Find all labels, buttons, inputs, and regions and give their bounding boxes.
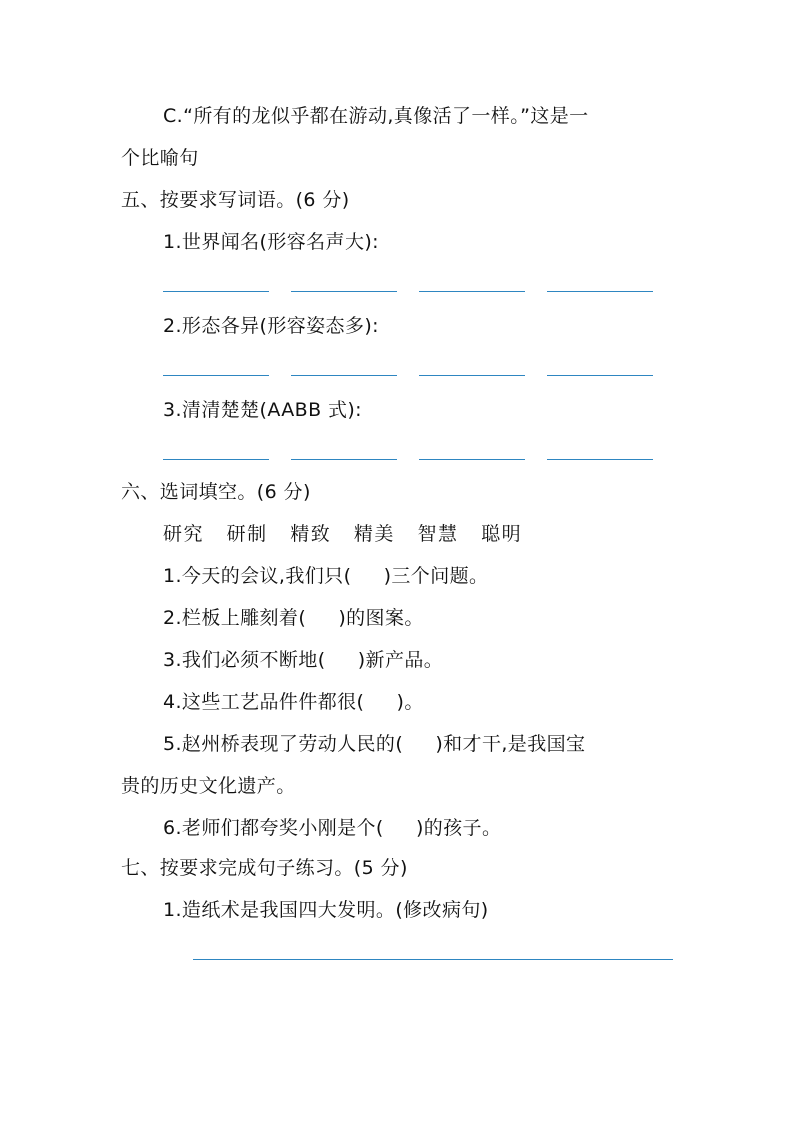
answer-line[interactable] — [193, 959, 673, 960]
section-6-item-5: 5.赵州桥表现了劳动人民的( )和才干,是我国宝 — [163, 733, 586, 755]
section-6-heading: 六、选词填空。(6 分) — [121, 481, 311, 503]
answer-blank[interactable] — [419, 375, 525, 376]
answer-blank[interactable] — [291, 291, 397, 292]
word-bank: 研究 研制 精致 精美 智慧 聪明 — [163, 523, 523, 545]
answer-blank[interactable] — [291, 459, 397, 460]
answer-blank[interactable] — [163, 459, 269, 460]
section-7-item-1: 1.造纸术是我国四大发明。(修改病句) — [163, 899, 489, 921]
answer-blank[interactable] — [547, 459, 653, 460]
answer-blank[interactable] — [291, 375, 397, 376]
option-c-line-2: 个比喻句 — [121, 147, 199, 169]
answer-blank[interactable] — [163, 291, 269, 292]
section-6-item-3: 3.我们必须不断地( )新产品。 — [163, 649, 444, 671]
answer-blank[interactable] — [547, 291, 653, 292]
section-5-item-3: 3.清清楚楚(AABB 式): — [163, 399, 362, 421]
section-6-item-1: 1.今天的会议,我们只( )三个问题。 — [163, 565, 489, 587]
section-6-item-5-cont: 贵的历史文化遗产。 — [121, 775, 296, 797]
section-5-item-1: 1.世界闻名(形容名声大): — [163, 231, 379, 253]
answer-blank[interactable] — [419, 291, 525, 292]
answer-blank[interactable] — [419, 459, 525, 460]
section-6-item-2: 2.栏板上雕刻着( )的图案。 — [163, 607, 424, 629]
option-c-line-1: C.“所有的龙似乎都在游动,真像活了一样。”这是一 — [163, 105, 589, 127]
section-6-item-6: 6.老师们都夸奖小刚是个( )的孩子。 — [163, 817, 502, 839]
section-7-heading: 七、按要求完成句子练习。(5 分) — [121, 857, 408, 879]
section-6-item-4: 4.这些工艺品件件都很( )。 — [163, 691, 424, 713]
section-5-item-2: 2.形态各异(形容姿态多): — [163, 315, 379, 337]
answer-blank[interactable] — [547, 375, 653, 376]
answer-blank[interactable] — [163, 375, 269, 376]
section-5-heading: 五、按要求写词语。(6 分) — [121, 189, 350, 211]
